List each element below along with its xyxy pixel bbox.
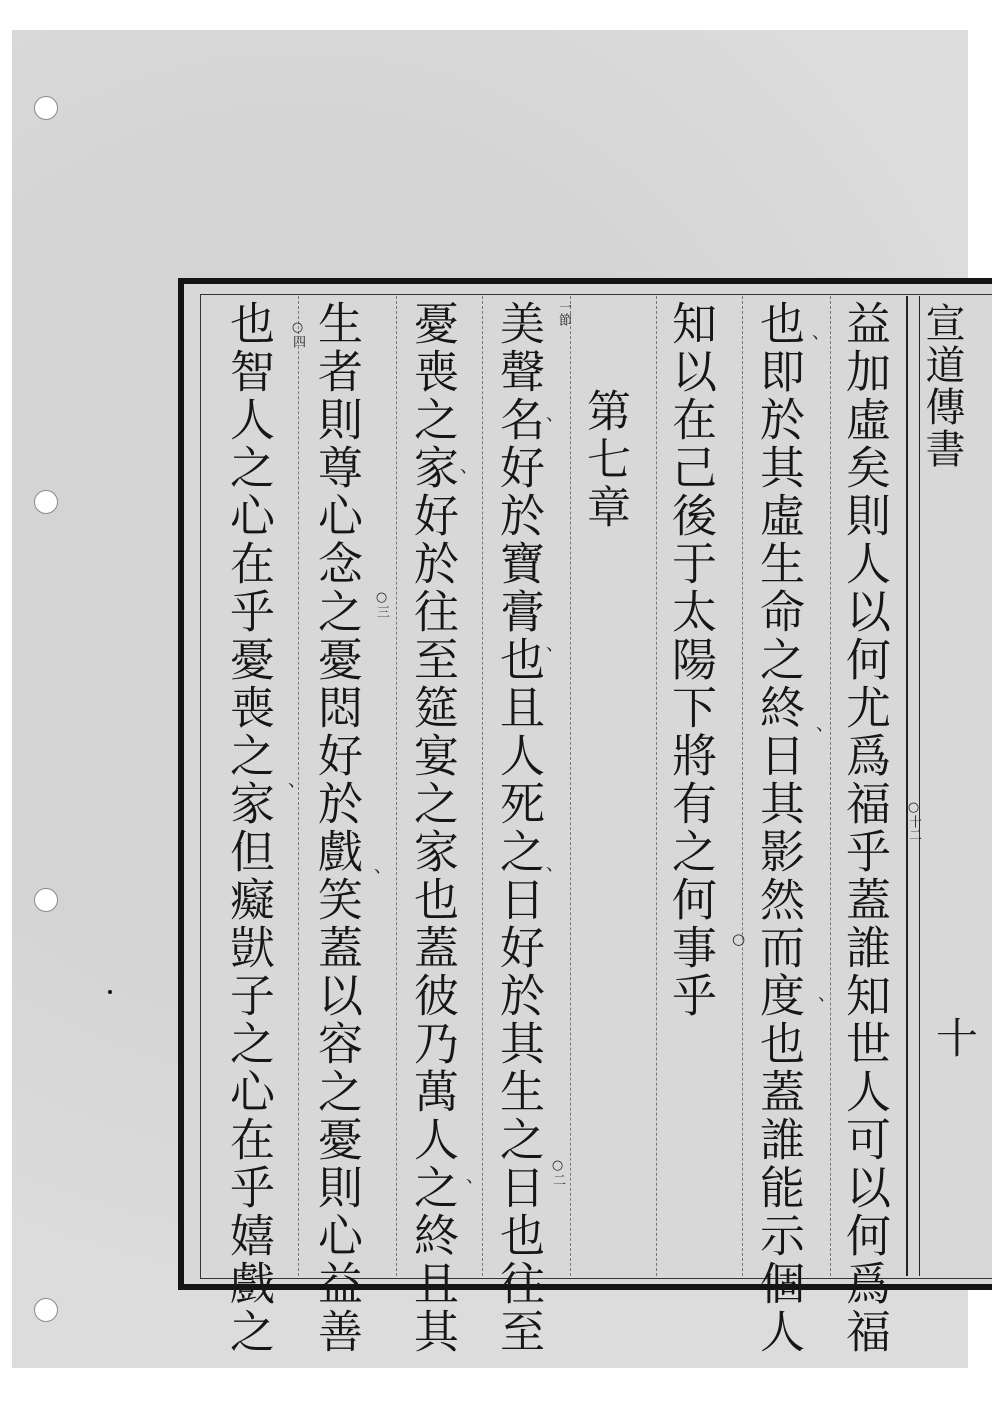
- punctuation-mark: 、: [374, 856, 392, 877]
- binder-hole: [34, 96, 58, 120]
- text-column-5: 憂喪之家好於往至筵宴之家也蓋彼乃萬人之終且其: [406, 300, 459, 1356]
- margin-column-rule: [906, 296, 920, 1276]
- binder-hole: [34, 1298, 58, 1322]
- punctuation-mark: 、: [546, 404, 564, 425]
- punctuation-mark: 、: [288, 770, 306, 791]
- punctuation-mark: 、: [818, 984, 836, 1005]
- text-column-1: 益加虛矣則人以何尤爲福乎蓋誰知世人可以何爲福: [838, 300, 891, 1356]
- column-rule: [396, 296, 397, 1276]
- text-column-4: 美聲名好於寶膏也且人死之日好於其生之日也往至: [492, 300, 545, 1356]
- column-rule: [570, 296, 571, 1276]
- verse-marker-2: ○二: [550, 1158, 565, 1186]
- column-rule: [482, 296, 483, 1276]
- punctuation-mark: 、: [812, 322, 830, 343]
- column-rule: [830, 296, 831, 1276]
- verse-marker-1: 一節: [556, 300, 571, 326]
- punctuation-mark: 、: [546, 854, 564, 875]
- verse-marker-12: ○十二: [906, 800, 921, 841]
- ink-speck: [108, 990, 112, 994]
- text-column-6: 生者則尊心念之憂悶好於戲笑蓋以容之憂則心益善: [310, 300, 363, 1356]
- verse-marker-4: ○四: [290, 320, 305, 348]
- verse-end-circle: ○: [732, 930, 746, 948]
- text-column-3: 知以在己後于太陽下將有之何事乎: [664, 300, 717, 1020]
- column-rule: [656, 296, 657, 1276]
- punctuation-mark: 、: [816, 714, 834, 735]
- punctuation-mark: 、: [466, 1166, 484, 1187]
- punctuation-mark: 、: [546, 634, 564, 655]
- text-column-2: 也即於其虛生命之終日其影然而度也蓋誰能示個人: [752, 300, 805, 1356]
- book-title: 宣道傳書: [919, 302, 965, 470]
- page-number: 十: [936, 1014, 979, 1063]
- column-rule: [742, 296, 743, 1276]
- text-column-7: 也智人之心在乎憂喪之家但癡獃子之心在乎嬉戲之: [222, 300, 275, 1356]
- binder-hole: [34, 490, 58, 514]
- chapter-heading: 第七章: [579, 388, 630, 532]
- verse-marker-3: ○三: [374, 590, 389, 618]
- punctuation-mark: 、: [460, 456, 478, 477]
- binder-hole: [34, 888, 58, 912]
